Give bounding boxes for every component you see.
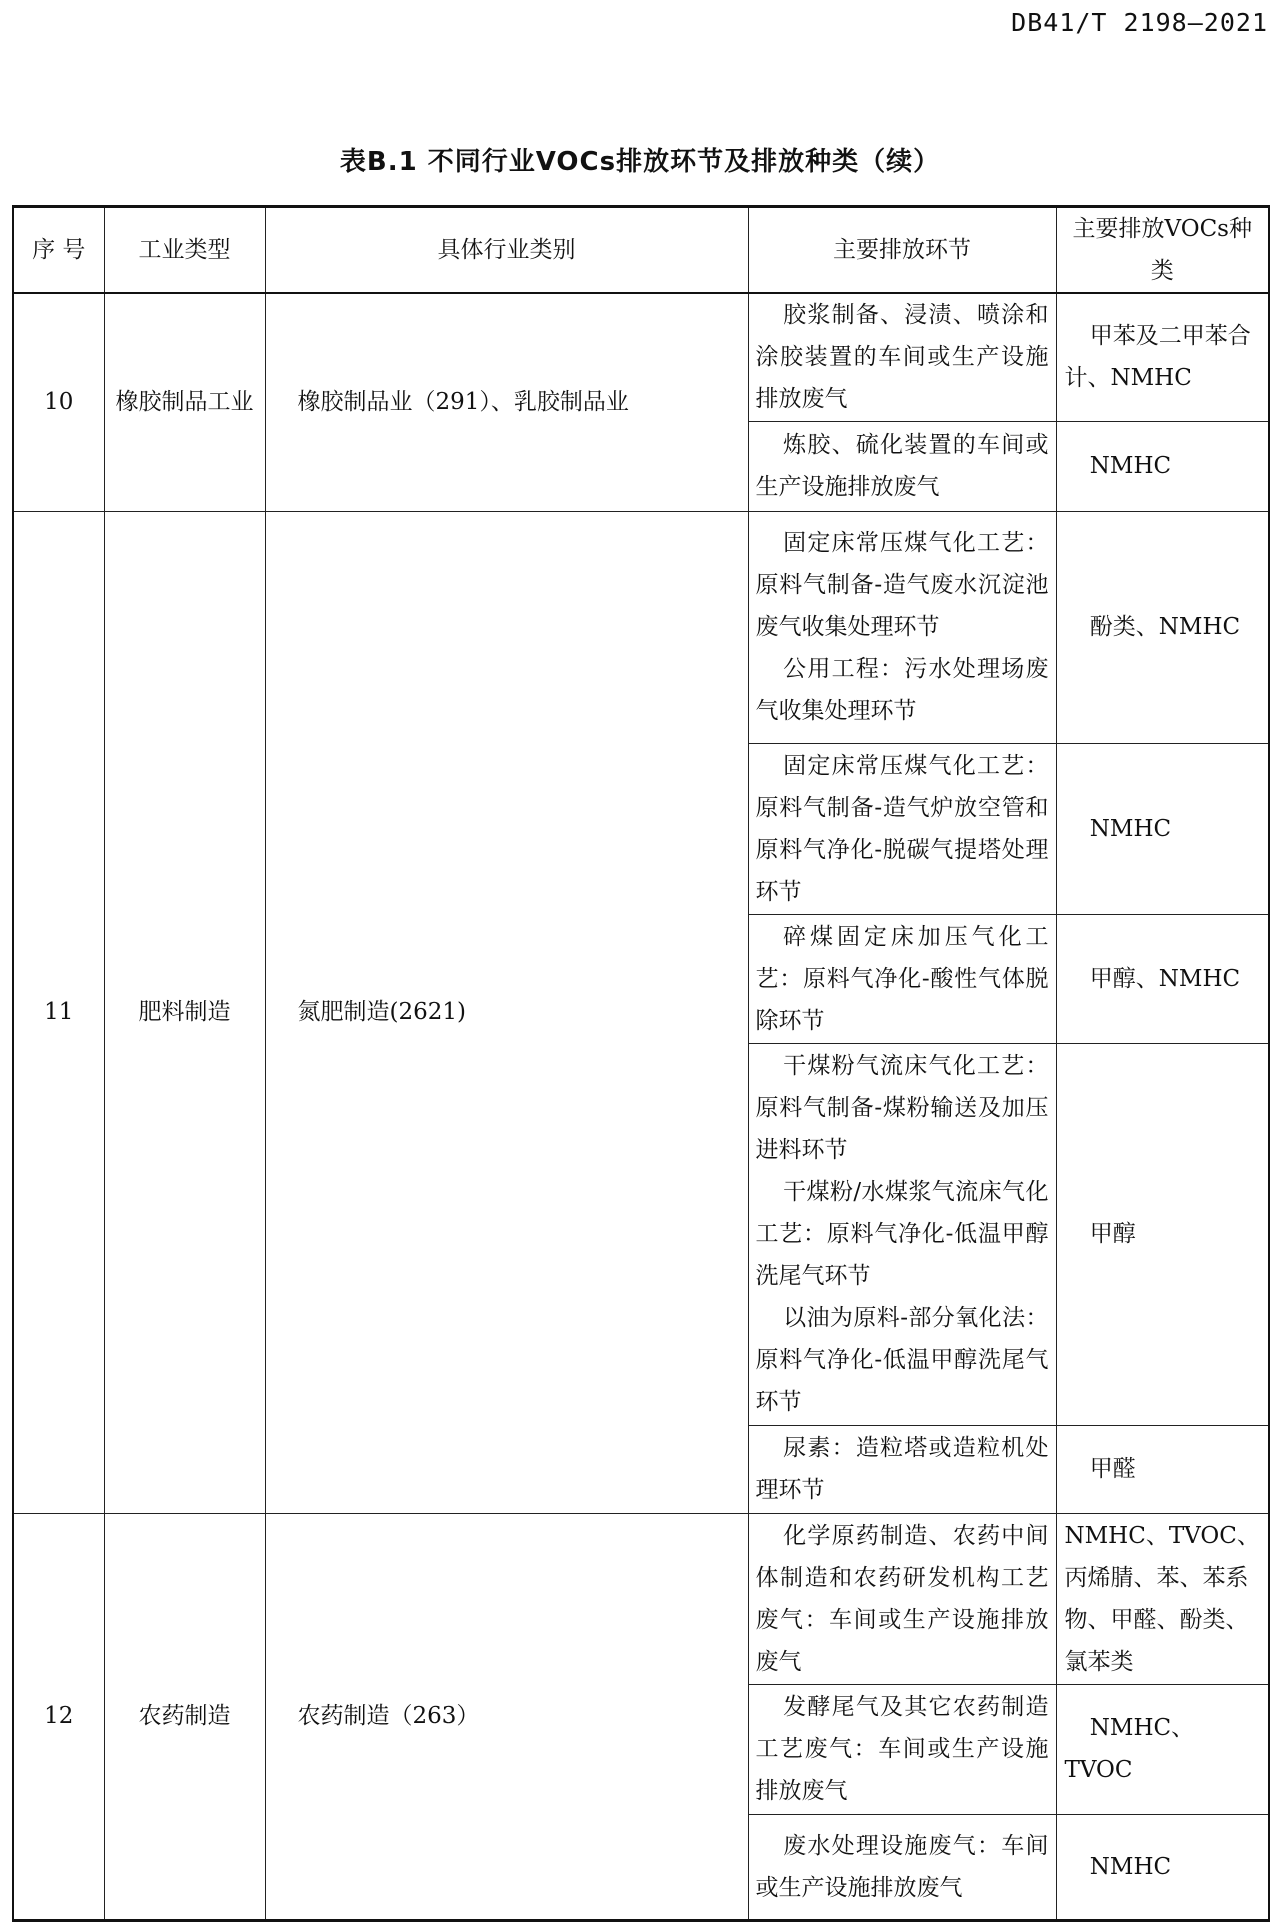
- column-header-no: 序 号: [13, 207, 104, 294]
- emission-step-text: 炼胶、硫化装置的车间或生产设施排放废气: [755, 432, 1049, 500]
- emission-step: [748, 293, 1056, 421]
- emission-step: [748, 914, 1056, 1043]
- table-title: 表B.1 不同行业VOCs排放环节及排放种类（续）: [339, 147, 941, 177]
- emission-step-text: 干煤粉气流床气化工艺：原料气制备-煤粉输送及加压进料环节: [755, 1053, 1049, 1163]
- table-header-row: [13, 207, 1269, 294]
- voc-species: NMHC、TVOC、丙烯腈、苯、苯系物、甲醛、酚类、氯苯类: [1056, 1513, 1269, 1684]
- emission-step-text: 胶浆制备、浸渍、喷涂和涂胶装置的车间或生产设施排放废气: [755, 302, 1049, 413]
- document-code: DB41/T 2198—2021: [1011, 8, 1268, 37]
- voc-species: NMHC: [1056, 743, 1269, 914]
- table-row: [13, 1513, 1269, 1684]
- voc-species: 甲醇: [1056, 1043, 1269, 1425]
- emission-step: [748, 1513, 1056, 1684]
- column-header-category: 具体行业类别: [265, 207, 748, 294]
- emission-step: [748, 1425, 1056, 1513]
- column-header-industry-type: 工业类型: [104, 207, 265, 294]
- emission-step: [748, 1814, 1056, 1920]
- row-number: 11: [13, 511, 104, 1513]
- industry-category: 农药制造（263）: [265, 1513, 748, 1920]
- emission-step-text: 发酵尾气及其它农药制造工艺废气：车间或生产设施排放废气: [755, 1694, 1049, 1804]
- emission-step-text: 尿素：造粒塔或造粒机处理环节: [755, 1435, 1049, 1503]
- table-row: [13, 293, 1269, 421]
- voc-species: 甲醇、NMHC: [1056, 914, 1269, 1043]
- industry-category: 氮肥制造(2621): [265, 511, 748, 1513]
- industry-type: 橡胶制品工业: [104, 293, 265, 511]
- industry-type: 肥料制造: [104, 511, 265, 1513]
- emission-step-text: 干煤粉/水煤浆气流床气化工艺：原料气净化-低温甲醇洗尾气环节: [755, 1179, 1049, 1289]
- column-header-emission-step: 主要排放环节: [748, 207, 1056, 294]
- emission-step: [748, 743, 1056, 914]
- voc-species: NMHC、TVOC: [1056, 1684, 1269, 1814]
- row-number: 12: [13, 1513, 104, 1920]
- industry-category: 橡胶制品业（291）、乳胶制品业: [265, 293, 748, 511]
- voc-species: NMHC: [1056, 1814, 1269, 1920]
- voc-emission-table: [12, 205, 1270, 1922]
- emission-step: [748, 1043, 1056, 1425]
- column-header-voc-species: 主要排放VOCs种类: [1056, 207, 1269, 294]
- emission-step: [748, 1684, 1056, 1814]
- emission-step-text: 废水处理设施废气：车间或生产设施排放废气: [755, 1832, 1049, 1901]
- voc-species: 酚类、NMHC: [1056, 511, 1269, 743]
- emission-step: [748, 421, 1056, 511]
- emission-step: [748, 511, 1056, 743]
- row-number: 10: [13, 293, 104, 511]
- emission-step-text: 公用工程：污水处理场废气收集处理环节: [755, 656, 1049, 724]
- emission-step-text: 化学原药制造、农药中间体制造和农药研发机构工艺废气：车间或生产设施排放废气: [755, 1522, 1049, 1675]
- emission-step-text: 碎煤固定床加压气化工艺：原料气净化-酸性气体脱除环节: [755, 923, 1049, 1034]
- emission-step-text: 固定床常压煤气化工艺：原料气制备-造气废水沉淀池废气收集处理环节: [755, 530, 1049, 640]
- voc-species: 甲醛: [1056, 1425, 1269, 1513]
- table-row: [13, 511, 1269, 743]
- voc-species: NMHC: [1056, 421, 1269, 511]
- emission-step-text: 以油为原料-部分氧化法：原料气净化-低温甲醇洗尾气环节: [755, 1305, 1049, 1415]
- emission-step-text: 固定床常压煤气化工艺：原料气制备-造气炉放空管和原料气净化-脱碳气提塔处理环节: [755, 752, 1049, 905]
- voc-species: 甲苯及二甲苯合计、NMHC: [1056, 293, 1269, 421]
- industry-type: 农药制造: [104, 1513, 265, 1920]
